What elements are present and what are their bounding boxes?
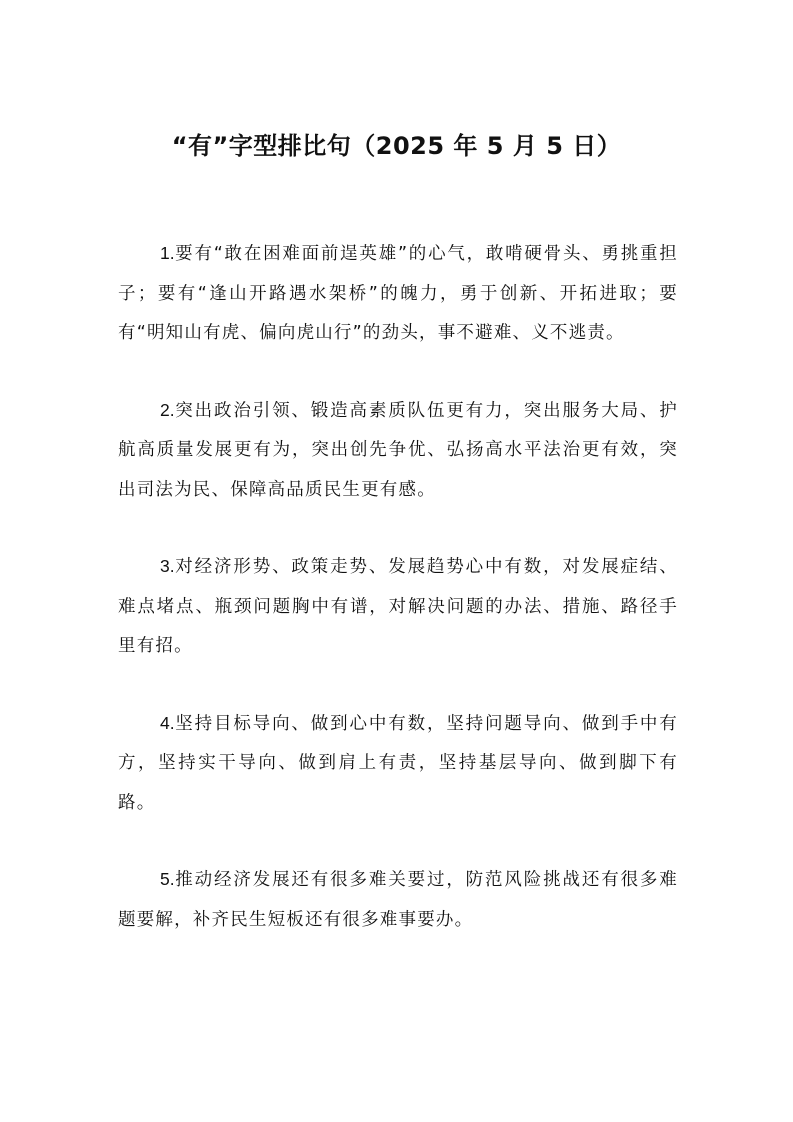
paragraph-text: 对经济形势、政策走势、发展趋势心中有数，对发展症结、难点堵点、瓶颈问题胸中有谱，对解决问题的办法、措施、路径手里有招。 — [118, 557, 678, 656]
paragraph-3 — [118, 547, 678, 667]
paragraph-1 — [118, 234, 678, 354]
paragraph-number: 3. — [160, 556, 175, 576]
paragraph-number: 1. — [160, 243, 175, 263]
paragraph-number: 2. — [160, 399, 175, 420]
paragraph-4 — [118, 704, 678, 824]
paragraph-text: 突出政治引领、锻造高素质队伍更有力，突出服务大局、护航高质量发展更有为，突出创先争优、弘扬高水平法治更有效，突出司法为民、保障高品质民生更有感。 — [118, 400, 678, 500]
paragraph-text: 坚持目标导向、做到心中有数，坚持问题导向、做到手中有方，坚持实干导向、做到肩上有责，坚持基层导向、做到脚下有路。 — [118, 713, 678, 813]
paragraph-5 — [118, 860, 678, 940]
document-body — [118, 234, 678, 977]
document-title: “有”字型排比句（2025 年 5 月 5 日） — [171, 132, 622, 160]
paragraph-text: 推动经济发展还有很多难关要过，防范风险挑战还有很多难题要解，补齐民生短板还有很多难事要办。 — [118, 870, 678, 930]
paragraph-2 — [118, 391, 678, 511]
paragraph-number: 4. — [160, 712, 175, 733]
paragraph-number: 5. — [160, 869, 175, 889]
paragraph-text: 要有“敢在困难面前逞英雄”的心气，敢啃硬骨头、勇挑重担子；要有“逢山开路遇水架桥”的魄力，勇于创新、开拓进取；要有“明知山有虎、偏向虎山行”的劲头，事不避难、义不逃责。 — [118, 244, 678, 343]
